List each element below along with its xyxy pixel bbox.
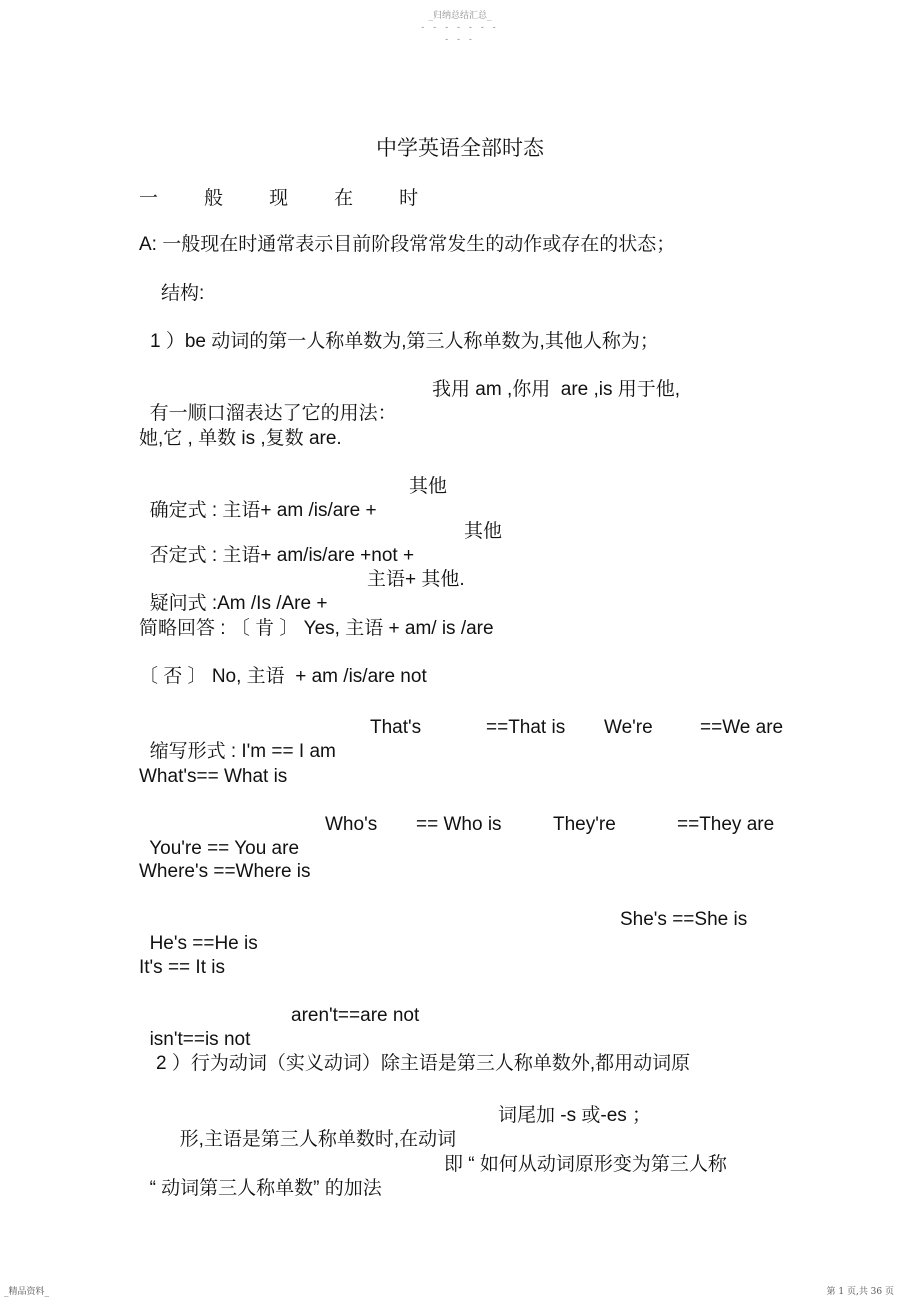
text-segment: 确定式 : 主语+ am /is/are + <box>149 500 377 521</box>
section-heading: 一 般 现 在 时 <box>139 187 439 209</box>
text-segment: 形,主语是第三人称单数时,在动词 <box>179 1129 457 1150</box>
text-line: A: 一般现在时通常表示目前阶段常常发生的动作或存在的状态； <box>139 234 676 255</box>
text-segment: aren't==are not <box>291 1005 420 1026</box>
text-segment: == Who is <box>416 814 502 835</box>
text-line <box>139 1153 727 1225</box>
text-segment: 我用 am ,你用 are ,is 用于他, <box>432 379 681 400</box>
text-segment: 其他 <box>409 476 448 497</box>
page-number: 第 1 页,共 36 页 <box>826 1287 894 1297</box>
text-segment: 其他 <box>464 521 503 542</box>
text-segment: You're == You are <box>149 838 300 859</box>
header-dashes: - - - - - - - - - - <box>421 23 499 45</box>
text-segment: 主语+ 其他. <box>367 569 465 590</box>
text-segment: 即 “ 如何从动词原形变为第三人称 <box>444 1154 727 1175</box>
text-segment: 疑问式 :Am /Is /Are + <box>149 593 328 614</box>
page-header: _归纳总结汇总_ <box>428 11 492 21</box>
text-line: 〔 否 〕 No, 主语 + am /is/are not <box>139 666 427 687</box>
text-segment: She's ==She is <box>620 909 748 930</box>
text-segment: 有一顺口溜表达了它的用法： <box>149 403 397 424</box>
text-segment: They're <box>553 814 616 835</box>
text-segment: We're <box>604 717 653 738</box>
text-segment: ==We are <box>700 717 784 738</box>
text-line: 1 ）be 动词的第一人称单数为,第三人称单数为,其他人称为； <box>150 331 659 352</box>
text-segment: ==That is <box>486 717 566 738</box>
text-line: Where's ==Where is <box>139 861 311 882</box>
text-line: 她,它 , 单数 is ,复数 are. <box>139 428 342 449</box>
text-line: 2 ）行为动词（实义动词）除主语是第三人称单数外,都用动词原 <box>156 1053 691 1074</box>
text-line: It's == It is <box>139 957 225 978</box>
text-segment: 词尾加 -s 或-es ； <box>498 1105 652 1126</box>
text-line: What's== What is <box>139 766 288 787</box>
text-segment: “ 动词第三人称单数” 的加法 <box>149 1178 382 1199</box>
text-segment: Who's <box>325 814 378 835</box>
text-line: 简略回答 : 〔 肯 〕 Yes, 主语 + am/ is /are <box>139 618 494 639</box>
text-segment: That's <box>370 717 422 738</box>
footer-left: _精品资料_ <box>4 1287 50 1297</box>
text-segment: 否定式 : 主语+ am/is/are +not + <box>149 545 415 566</box>
text-segment: He's ==He is <box>149 933 258 954</box>
text-segment: 缩写形式 : I'm == I am <box>149 741 336 762</box>
text-segment: isn't==is not <box>149 1029 251 1050</box>
text-line: 结构: <box>161 283 205 304</box>
text-segment: ==They are <box>677 814 775 835</box>
document-title: 中学英语全部时态 <box>376 136 544 160</box>
